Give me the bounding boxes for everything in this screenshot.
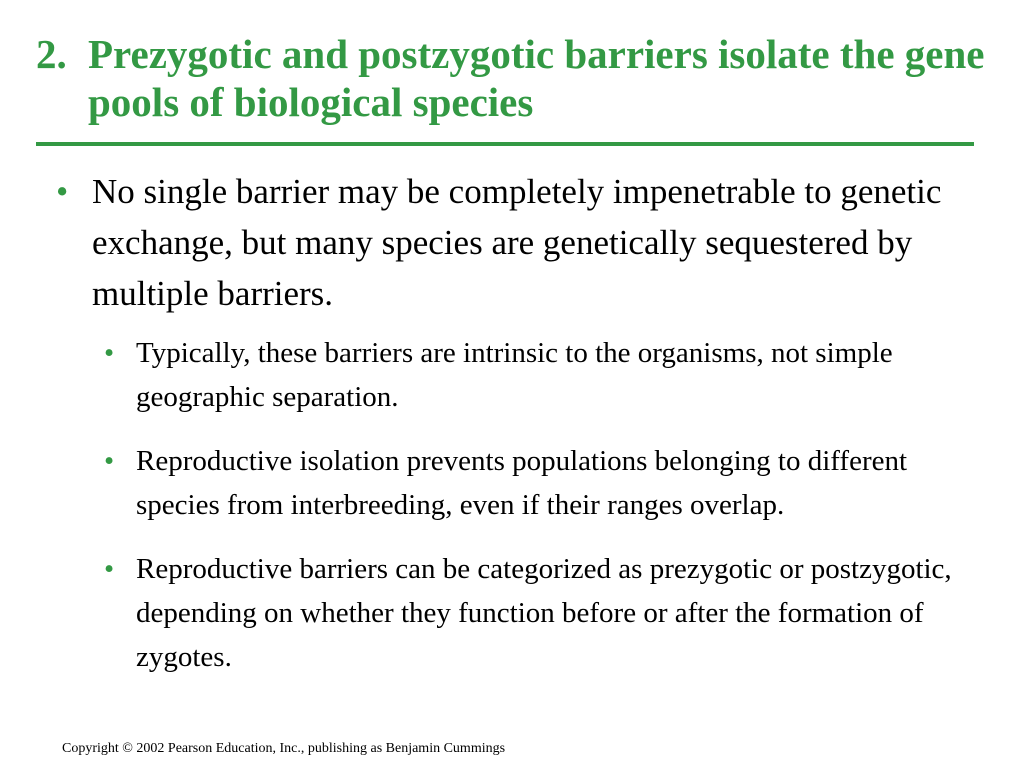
- bullet-list: [56, 166, 976, 679]
- bullet-icon: •: [56, 172, 69, 211]
- title-number: 2.: [36, 31, 67, 77]
- bullet-icon: •: [104, 337, 115, 369]
- main-bullet-text: No single barrier may be completely impenetrable to genetic exchange, but many species are genetically sequestered by multiple barriers.: [92, 172, 942, 313]
- copyright-footer: Copyright © 2002 Pearson Education, Inc., publishing as Benjamin Cummings: [62, 741, 506, 756]
- title-text: Prezygotic and postzygotic barriers isolate the gene pools of biological species: [88, 31, 985, 125]
- sub-bullet-text: Typically, these barriers are intrinsic to the organisms, not simple geographic separation.: [136, 337, 893, 413]
- sub-bullet-text: Reproductive isolation prevents populations belonging to different species from interbreeding, even if their ranges overlap.: [136, 445, 908, 521]
- bullet-icon: •: [104, 553, 115, 585]
- main-bullet: [56, 166, 976, 319]
- sub-bullet: [104, 439, 976, 527]
- slide-title: [36, 30, 986, 126]
- sub-bullet-text: Reproductive barriers can be categorized as prezygotic or postzygotic, depending on whether they function before or after the formation of zygotes.: [136, 553, 952, 673]
- sub-bullet: [104, 547, 976, 679]
- bullet-icon: •: [104, 445, 115, 477]
- title-divider: [36, 142, 974, 146]
- sub-bullet: [104, 331, 976, 419]
